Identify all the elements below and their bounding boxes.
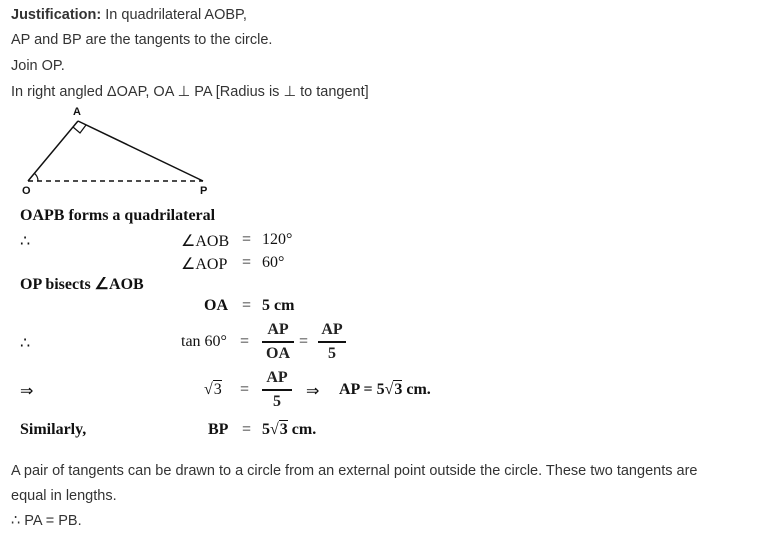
equals-3: = [242, 297, 252, 314]
sqrt-3-lhs [204, 381, 222, 399]
fraction-3-denominator: 5 [273, 392, 281, 410]
bp-lhs: BP [208, 421, 229, 438]
fraction-3-numerator: AP [266, 369, 288, 386]
fraction-ap-over-oa [262, 321, 294, 363]
fraction-3-bar [262, 389, 292, 391]
oa-rhs: 5 cm [262, 297, 295, 314]
conclusion-line-3: ∴ PA = PB. [11, 513, 82, 529]
implies-symbol-2: ⇒ [306, 383, 320, 400]
fraction-1-numerator: AP [267, 321, 289, 338]
sqrt-argument: 3 [213, 381, 222, 398]
bp-result-radicand: 3 [279, 421, 288, 438]
op-bisects: OP bisects ∠AOB [20, 276, 144, 293]
side-oa [28, 121, 78, 181]
sqrt-icon-bp: √ [270, 421, 279, 438]
ap-result-radicand: 3 [394, 381, 403, 398]
bp-result [262, 421, 316, 439]
similarly-label: Similarly, [20, 421, 87, 438]
fraction-1-bar [262, 341, 294, 343]
fraction-2-numerator: AP [321, 321, 343, 338]
conclusion-line-1: A pair of tangents can be drawn to a circle from an external point outside the circle. These two tangents are [11, 463, 698, 479]
equals-7: = [242, 421, 252, 438]
ap-result-prefix: AP = 5 [339, 381, 385, 398]
equals-1: = [242, 231, 252, 248]
angle-aob-rhs: 120° [262, 231, 293, 248]
label-p: P [200, 185, 208, 197]
angle-arc-o [34, 173, 38, 181]
equals-2: = [242, 254, 252, 271]
fraction-2-denominator: 5 [328, 344, 336, 362]
forms-quadrilateral: OAPB forms a quadrilateral [20, 207, 216, 224]
justification-heading: Justification: [11, 7, 102, 23]
therefore-symbol-2: ∴ [20, 335, 31, 352]
equals-6: = [240, 381, 250, 398]
sqrt-icon: √ [204, 381, 213, 398]
angle-aob-lhs: ∠AOB [181, 233, 230, 250]
fraction-1-denominator: OA [266, 344, 290, 362]
join-op-line: Join OP. [11, 58, 65, 74]
conclusion-line-2: equal in lengths. [11, 488, 117, 504]
equals-4: = [240, 333, 250, 350]
equals-5: = [299, 333, 309, 350]
side-ap [78, 121, 203, 181]
bp-result-unit: cm. [287, 421, 317, 438]
oa-lhs: OA [204, 297, 228, 314]
label-o: O [22, 185, 31, 197]
right-angle-mark [73, 125, 86, 133]
label-a: A [73, 106, 81, 118]
fraction-ap-over-5 [318, 321, 346, 363]
ap-result [339, 381, 431, 399]
angle-aop-rhs: 60° [262, 254, 285, 271]
angle-aop-lhs: ∠AOP [181, 256, 228, 273]
therefore-symbol-1: ∴ [20, 233, 31, 250]
tangents-line: AP and BP are the tangents to the circle. [11, 32, 273, 48]
tan-60-lhs: tan 60° [181, 333, 227, 350]
bp-result-prefix: 5 [262, 421, 270, 438]
implies-symbol: ⇒ [20, 383, 34, 400]
sqrt-icon-ap: √ [384, 381, 394, 398]
fraction-ap-over-5-b [262, 369, 292, 411]
justification-text: In quadrilateral AOBP, [101, 7, 247, 23]
right-angle-line: In right angled ΔOAP, OA ⊥ PA [Radius is ⊥ to tangent] [11, 84, 369, 100]
ap-result-unit: cm. [402, 381, 431, 398]
fraction-2-bar [318, 341, 346, 343]
justification-line [11, 7, 247, 23]
triangle-diagram [0, 100, 240, 200]
